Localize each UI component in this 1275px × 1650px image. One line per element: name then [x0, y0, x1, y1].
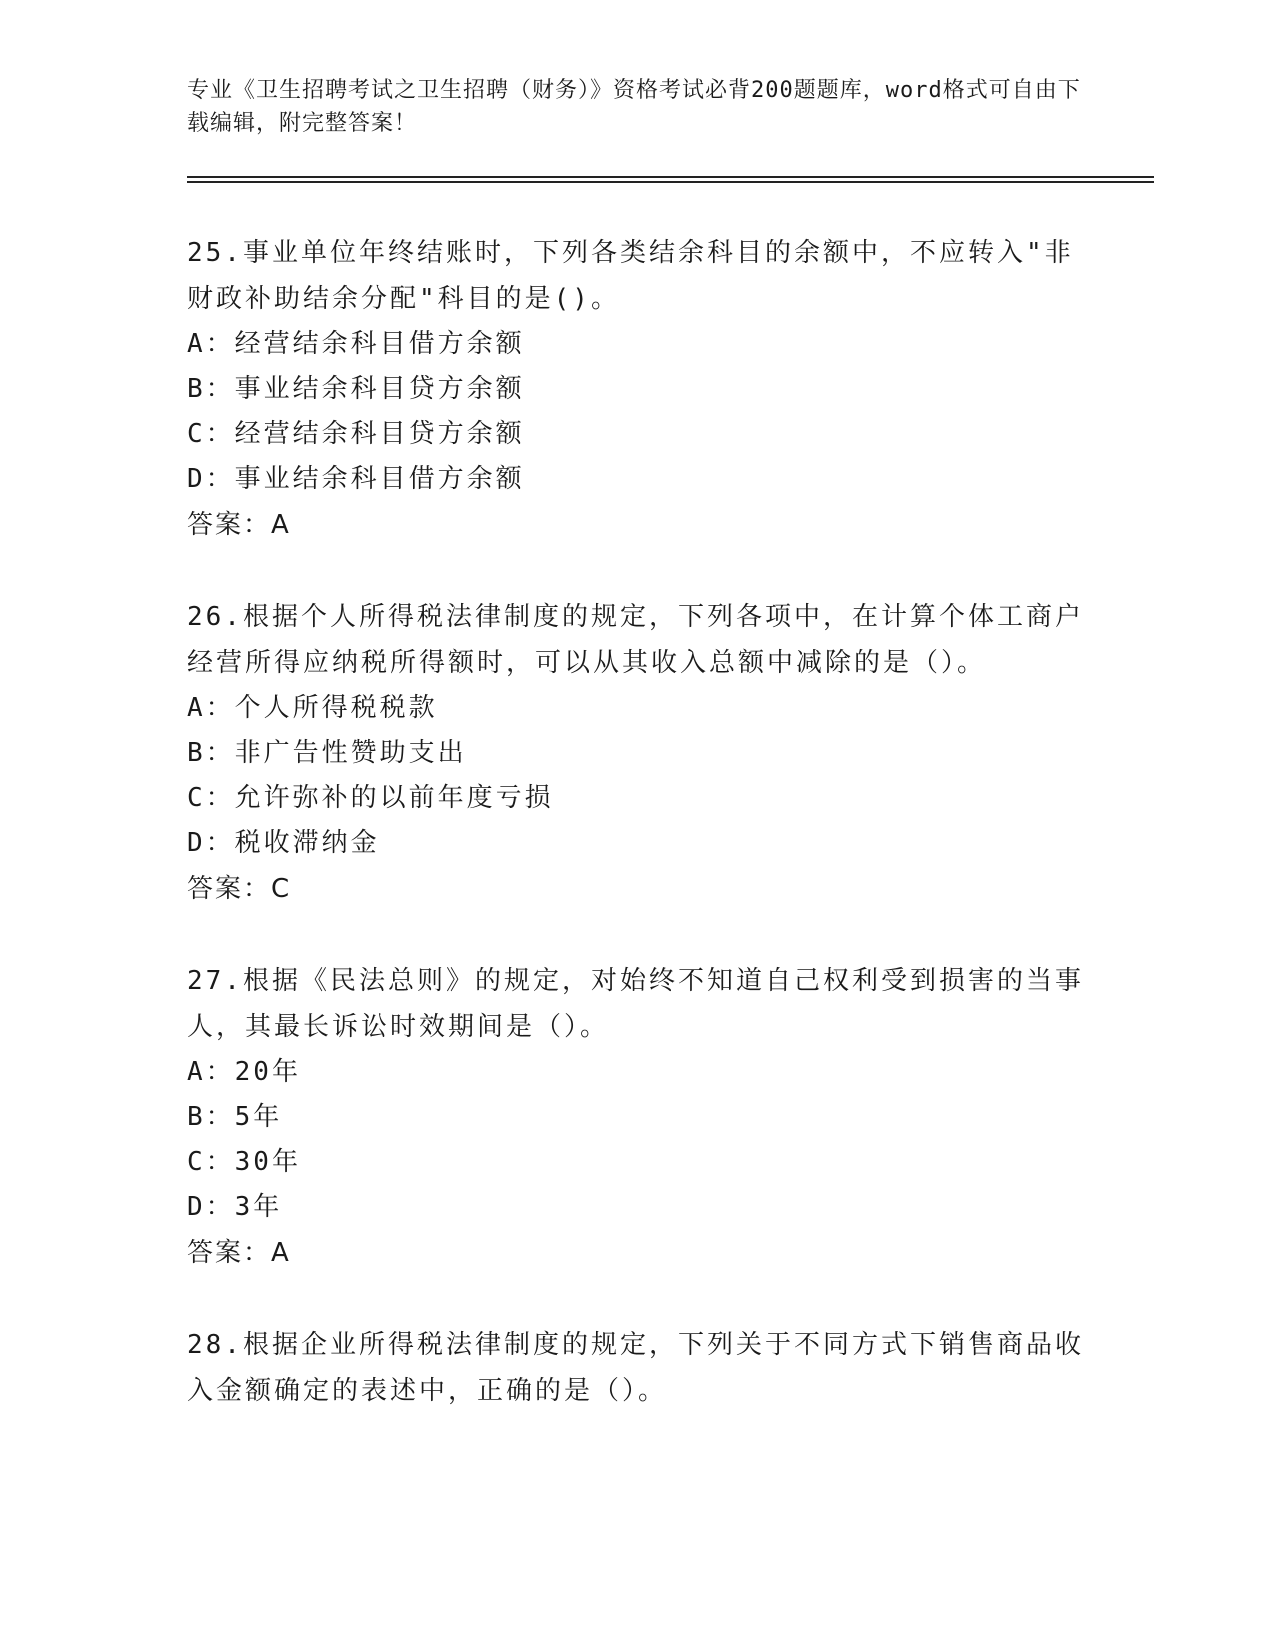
option-b: B：事业结余科目贷方余额	[187, 374, 525, 404]
question-25	[187, 230, 1087, 548]
question-stem: 28.根据企业所得税法律制度的规定，下列关于不同方式下销售商品收入金额确定的表述中，正确的是（）。	[187, 1330, 1084, 1406]
answer-line: 答案：A	[187, 1238, 291, 1268]
option-d: D：税收滞纳金	[187, 828, 380, 858]
option-a: A：20年	[187, 1057, 301, 1087]
question-stem: 25.事业单位年终结账时，下列各类结余科目的余额中，不应转入"非财政补助结余分配"科目的是()。	[187, 238, 1074, 314]
document-header-intro: 专业《卫生招聘考试之卫生招聘（财务）》资格考试必背200题题库，word格式可自由下载编辑，附完整答案！	[187, 78, 1081, 136]
header-divider-top	[187, 176, 1154, 178]
question-26	[187, 594, 1087, 912]
option-c: C：允许弥补的以前年度亏损	[187, 783, 554, 813]
option-a: A：经营结余科目借方余额	[187, 329, 525, 359]
question-stem: 27.根据《民法总则》的规定，对始终不知道自己权利受到损害的当事人，其最长诉讼时效期间是（）。	[187, 966, 1084, 1042]
option-c: C：30年	[187, 1147, 301, 1177]
option-b: B：非广告性赞助支出	[187, 738, 467, 768]
option-b: B：5年	[187, 1102, 283, 1132]
option-d: D：3年	[187, 1192, 283, 1222]
header-divider-bottom	[187, 181, 1154, 183]
option-c: C：经营结余科目贷方余额	[187, 419, 525, 449]
question-27	[187, 958, 1087, 1276]
question-stem: 26.根据个人所得税法律制度的规定，下列各项中，在计算个体工商户经营所得应纳税所得额时，可以从其收入总额中减除的是（）。	[187, 602, 1084, 678]
answer-line: 答案：C	[187, 874, 292, 904]
answer-line: 答案：A	[187, 510, 291, 540]
option-d: D：事业结余科目借方余额	[187, 464, 525, 494]
option-a: A：个人所得税税款	[187, 693, 438, 723]
question-28	[187, 1322, 1087, 1414]
